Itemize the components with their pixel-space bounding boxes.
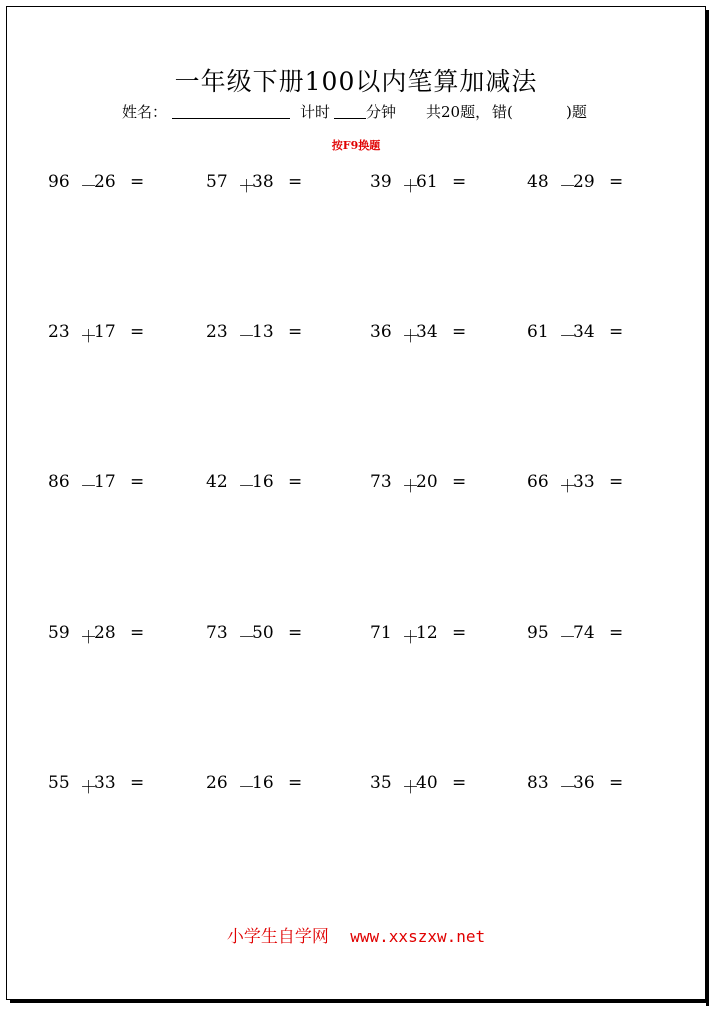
equals-sign: = [609,623,624,643]
footer-url[interactable]: www.xxszxw.net [350,927,486,946]
operand-b: 33 [94,773,116,793]
operator-sign: － [238,778,255,798]
wrong-label: 错( [492,103,513,121]
equals-sign: = [288,472,303,492]
operand-a: 23 [48,322,70,342]
operator-sign: ＋ [559,477,576,497]
operator-sign: ＋ [402,177,419,197]
equals-sign: = [452,322,467,342]
name-label: 姓名： [122,103,168,121]
timer-unit: 分钟 [366,103,397,121]
operator-sign: － [80,477,97,497]
operator-sign: － [80,177,97,197]
equals-sign: = [130,472,145,492]
operand-a: 71 [370,623,392,643]
operand-b: 17 [94,472,116,492]
worksheet-title: 一年级下册100以内笔算加减法 [174,67,538,96]
operator-sign: ＋ [80,778,97,798]
operator-sign: ＋ [402,628,419,648]
operand-a: 57 [206,172,228,192]
equals-sign: = [288,623,303,643]
operand-a: 35 [370,773,392,793]
operator-sign: － [238,327,255,347]
operand-b: 16 [252,773,274,793]
operator-sign: ＋ [238,177,255,197]
operator-sign: － [238,628,255,648]
operand-b: 40 [416,773,438,793]
equals-sign: = [609,773,624,793]
operand-a: 26 [206,773,228,793]
equals-sign: = [288,172,303,192]
operand-a: 96 [48,172,70,192]
operator-sign: ＋ [402,778,419,798]
footer-site-name: 小学生自学网 [226,927,329,947]
operand-a: 55 [48,773,70,793]
equals-sign: = [288,322,303,342]
info-row [0,101,712,123]
equals-sign: = [452,172,467,192]
equals-sign: = [609,472,624,492]
operand-a: 36 [370,322,392,342]
operand-b: 38 [252,172,274,192]
refresh-hint: 按F9换题 [331,139,381,152]
equals-sign: = [609,172,624,192]
worksheet-page [6,6,706,1000]
operand-b: 17 [94,322,116,342]
operand-a: 59 [48,623,70,643]
page-shadow-bottom [10,1000,709,1003]
operand-b: 26 [94,172,116,192]
operator-sign: － [559,628,576,648]
operator-sign: － [238,477,255,497]
timer-label: 计时 [300,103,331,121]
operand-a: 61 [527,322,549,342]
operand-b: 13 [252,322,274,342]
operand-b: 33 [573,472,595,492]
equals-sign: = [130,322,145,342]
operator-sign: － [559,327,576,347]
operand-b: 34 [573,322,595,342]
operand-a: 86 [48,472,70,492]
equals-sign: = [130,623,145,643]
equals-sign: = [288,773,303,793]
operand-a: 73 [370,472,392,492]
equals-sign: = [609,322,624,342]
wrong-close-label: )题 [566,103,587,121]
operator-sign: ＋ [80,628,97,648]
operand-b: 12 [416,623,438,643]
equals-sign: = [130,172,145,192]
operand-a: 42 [206,472,228,492]
footer [0,922,712,947]
operand-a: 39 [370,172,392,192]
operator-sign: ＋ [402,477,419,497]
operand-a: 48 [527,172,549,192]
operator-sign: ＋ [80,327,97,347]
operand-a: 73 [206,623,228,643]
operand-a: 66 [527,472,549,492]
equals-sign: = [452,623,467,643]
equals-sign: = [130,773,145,793]
operator-sign: － [559,778,576,798]
page-shadow-right [706,10,709,1006]
operand-b: 34 [416,322,438,342]
operator-sign: ＋ [402,327,419,347]
operand-b: 50 [252,623,274,643]
timer-blank[interactable] [334,101,366,119]
operand-b: 20 [416,472,438,492]
operand-b: 61 [416,172,438,192]
operand-b: 16 [252,472,274,492]
operand-b: 36 [573,773,595,793]
equals-sign: = [452,472,467,492]
operand-a: 83 [527,773,549,793]
operand-b: 29 [573,172,595,192]
total-label: 共20题， [426,103,491,121]
name-blank[interactable] [172,101,290,119]
operand-b: 74 [573,623,595,643]
operand-a: 95 [527,623,549,643]
operator-sign: － [559,177,576,197]
operand-a: 23 [206,322,228,342]
equals-sign: = [452,773,467,793]
operand-b: 28 [94,623,116,643]
